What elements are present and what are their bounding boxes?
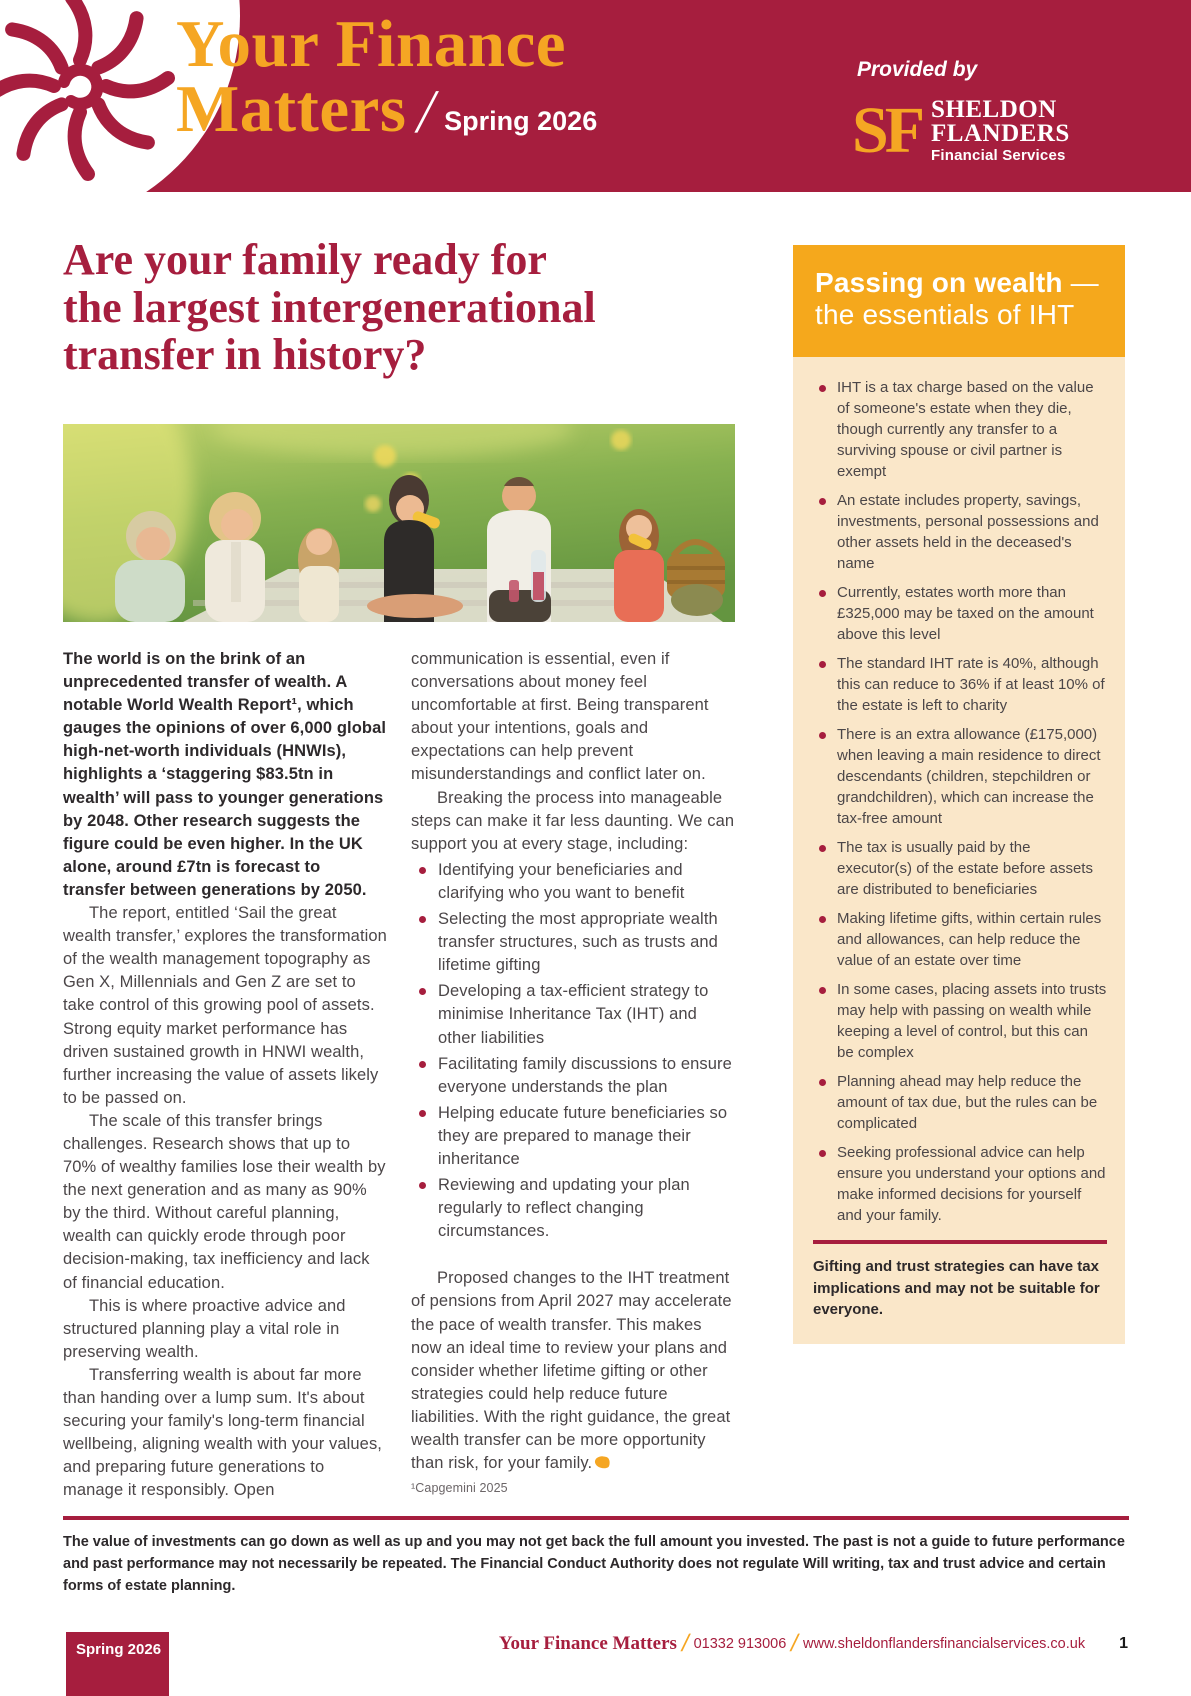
support-steps-list [411,859,735,1244]
headline-line1: Are your family ready for [63,235,547,284]
sidebar-title [793,245,1125,357]
provided-by-label: Provided by [857,58,978,81]
list-item: Selecting the most appropriate wealth transfer structures, such as trusts and lifetime gifting [411,908,735,977]
article-paragraph: The scale of this transfer brings challenges. Research shows that up to 70% of wealthy families lose their wealth by the next generation and as many as 90% by the third. Without careful planning, wealth can quickly erode through poor decision-making, tax inefficiency and lack of financial education. [63,1111,386,1292]
footer-brand: Your Finance Matters [498,1633,677,1654]
list-item: In some cases, placing assets into trusts may help with passing on wealth while keeping a level of control, but this can be complex [813,979,1107,1063]
logo-name-line2: FLANDERS [931,120,1070,147]
newsletter-title-line2: Matters [176,71,407,146]
list-item: Identifying your beneficiaries and clarifying who you want to benefit [411,859,735,905]
list-item: An estate includes property, savings, investments, personal possessions and other assets held in the deceased's name [813,490,1107,574]
sidebar-body [793,357,1125,1344]
sidebar-title-rest: — the essentials of IHT [815,267,1099,331]
page-number: 1 [1119,1635,1128,1652]
headline-line3: transfer in history? [63,330,427,380]
newsletter-title [176,7,598,146]
list-item: Making lifetime gifts, within certain rules and allowances, can help reduce the value of an estate over time [813,908,1107,971]
headline-line2: the largest intergenerational [63,282,596,332]
list-item: The standard IHT rate is 40%, although this can reduce to 36% if at least 10% of the estate is left to charity [813,653,1107,716]
article-body [63,648,735,1502]
article-paragraph: Breaking the process into manageable steps can make it far less daunting. We can support you at every stage, including: [411,788,735,853]
list-item: IHT is a tax charge based on the value of someone's estate when they die, though currently any transfer to a surviving spouse or civil partner is exempt [813,377,1107,482]
logo-name-line1: SHELDON [931,96,1057,123]
sheldon-flanders-logo [852,93,1070,167]
article-footnote: ¹Capgemini 2025 [411,1481,508,1496]
footer-phone: 01332 913006 [693,1636,787,1652]
footer-contact-line [499,1630,1128,1658]
sidebar-divider [813,1240,1107,1244]
list-item: Planning ahead may help reduce the amount of tax due, but the rules can be complicated [813,1071,1107,1134]
sf-monogram-icon: SF [852,93,922,167]
newsletter-title-line1: Your Finance [176,7,567,81]
article-paragraph: This is where proactive advice and structured planning play a vital role in preserving wealth. [63,1296,346,1361]
footer-divider [63,1516,1129,1520]
family-picnic-photo [63,424,735,622]
article-paragraph: The report, entitled ‘Sail the great wealth transfer,’ explores the transformation of the wealth management topography as Gen X, Millennials and Gen Z are set to take control of this growing pool of assets. Strong equity market performance has driven sustained growth in HNWI wealth, further increasing the value of assets likely to be passed on. [63,904,387,1107]
regulatory-disclaimer: The value of investments can go down as well as up and you may not get back the full amount you invested. The past is not a guide to future performance and past performance may not necessarily be repeated. The Financial Conduct Authority does not regulate Will writing, tax and trust advice and certain forms of estate planning. [63,1534,1125,1594]
footer-issue-tab: Spring 2026 [66,1632,169,1696]
masthead [0,0,1191,192]
article-lead-paragraph: The world is on the brink of an unprecedented transfer of wealth. A notable World Wealth Report¹, which gauges the opinions of over 6,000 global high-net-worth individuals (HNWIs), highlights a ‘staggering $83.5tn in wealth’ will pass to younger generations by 2048. Other research suggests the figure could be even higher. In the UK alone, around £7tn is forecast to transfer between generations by 2050. [63,650,387,899]
list-item: Helping educate future beneficiaries so they are prepared to manage their inheritance [411,1102,735,1171]
iht-essentials-sidebar [793,245,1125,1344]
logo-tagline: Financial Services [931,147,1066,164]
list-item: Reviewing and updating your plan regularly to reflect changing circumstances. [411,1174,735,1243]
article-paragraph: Transferring wealth is about far more than handing over a lump sum. It's about securing your family's long-term financial wellbeing, aligning wealth with your values, and preparing future generations to manage it responsibly. Open communication is essential, even if conversations about money feel uncomfortable at first. Being transparent about your intentions, goals and expectations can help prevent misunderstandings and conflict later on. [63,650,709,1500]
brand-endmark-icon [594,1454,612,1470]
list-item: Seeking professional advice can help ensure you understand your options and make informed decisions for yourself and your family. [813,1142,1107,1226]
list-item: Developing a tax-efficient strategy to minimise Inheritance Tax (IHT) and other liabilities [411,980,735,1049]
list-item: Currently, estates worth more than £325,000 may be taxed on the amount above this level [813,582,1107,645]
footer-slash: / [679,1630,692,1657]
newsletter-issue: Spring 2026 [444,105,598,136]
sidebar-title-bold: Passing on wealth [815,267,1063,298]
iht-facts-list [813,377,1107,1226]
article-closing-paragraph: Proposed changes to the IHT treatment of pensions from April 2027 may accelerate the pace of wealth transfer. This makes now an ideal time to review your plans and consider whether lifetime gifting or other strategies could help reduce future liabilities. With the right guidance, the great wealth transfer can be more opportunity than risk, for your family. [411,1269,732,1473]
family-picnic-illustration [63,424,735,622]
footer-website-link[interactable]: www.sheldonflandersfinancialservices.co.uk [803,1636,1086,1652]
title-slash: / [412,77,443,146]
list-item: There is an extra allowance (£175,000) when leaving a main residence to direct descendants (children, stepchildren or grandchildren), which can increase the tax-free amount [813,724,1107,829]
list-item: Facilitating family discussions to ensure everyone understands the plan [411,1053,735,1099]
sidebar-note: Gifting and trust strategies can have tax implications and may not be suitable for everyone. [813,1258,1100,1318]
article-headline [63,236,743,379]
footer-slash: / [788,1630,801,1657]
list-item: The tax is usually paid by the executor(s) of the estate before assets are distributed to beneficiaries [813,837,1107,900]
